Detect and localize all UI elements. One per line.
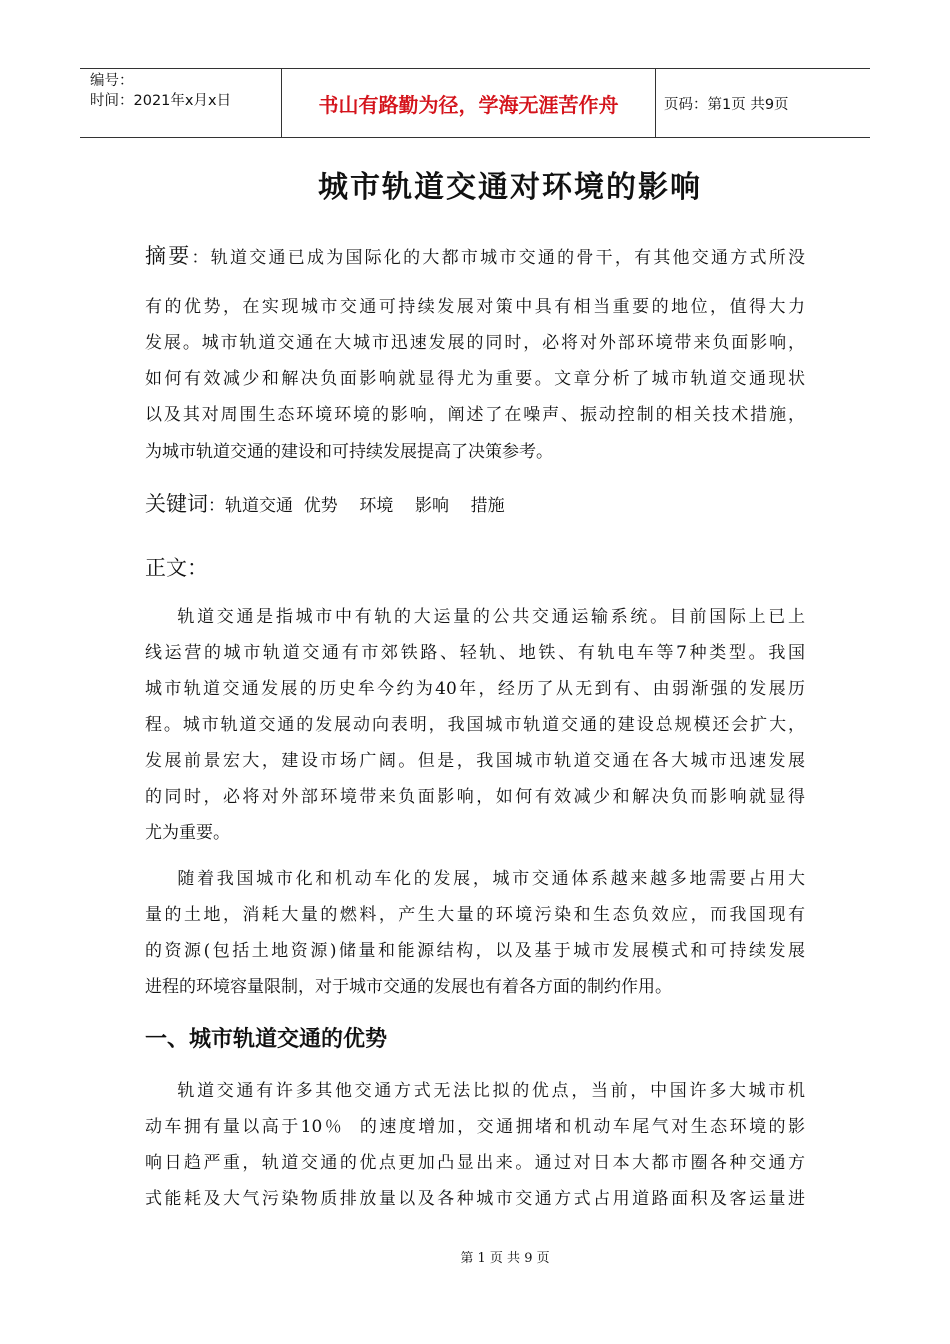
time-label: 时间：2021年x月x日: [90, 93, 232, 109]
paragraph-line: 城市轨道交通发展的历史牟今约为40年，经历了从无到有、由弱渐强的发展历: [145, 679, 805, 699]
section-heading: 一、城市轨道交通的优势: [145, 1027, 388, 1052]
paragraph-line: 发展前景宏大，建设市场广阔。但是，我国城市轨道交通在各大城市迅速发展: [145, 751, 805, 771]
keywords-text: ：轨道交通 优势 环境 影响 措施: [208, 496, 505, 516]
paragraph-line: 进程的环境容量限制，对于城市交通的发展也有着各方面的制约作用。: [145, 977, 672, 997]
paragraph-line: 轨道交通是指城市中有轨的大运量的公共交通运输系统。目前国际上已上: [145, 607, 805, 627]
paragraph-line: 的同时，必将对外部环境带来负面影响，如何有效减少和解决负而影响就显得: [145, 787, 805, 807]
paragraph-line: 量的土地，消耗大量的燃料，产生大量的环境污染和生态负效应，而我国现有: [145, 905, 805, 925]
number-label: 编号：: [90, 73, 134, 89]
abstract-line: 发展。城市轨道交通在大城市迅速发展的同时，必将对外部环境带来负面影响，: [145, 333, 805, 353]
paragraph-line: 线运营的城市轨道交通有市郊铁路、轻轨、地铁、有轨电车等7种类型。我国: [145, 643, 805, 663]
paragraph-line: 响日趋严重，轨道交通的优点更加凸显出来。通过对日本大都市圈各种交通方: [145, 1153, 805, 1173]
motto: 书山有路勤为径，学海无涯苦作舟: [282, 69, 656, 137]
abstract-label: 摘要: [145, 244, 192, 268]
page-footer: 第 1 页 共 9 页: [460, 1251, 550, 1266]
abstract-line: 有的优势，在实现城市交通可持续发展对策中具有相当重要的地位，值得大力: [145, 297, 805, 317]
paragraph-line: 尤为重要。: [145, 823, 230, 843]
page-code: 页码：第1页 共9页: [664, 96, 789, 113]
paragraph-line: 程。城市轨道交通的发展动向表明，我国城市轨道交通的建设总规模还会扩大，: [145, 715, 805, 735]
document-title: 城市轨道交通对环境的影响: [318, 170, 702, 205]
abstract-line: 为城市轨道交通的建设和可持续发展提高了决策参考。: [145, 442, 553, 462]
paragraph-line: 动车拥有量以高于10％ 的速度增加，交通拥堵和机动车尾气对生态环境的影: [145, 1117, 805, 1137]
body-heading: 正文：: [145, 556, 208, 580]
paragraph-line: 轨道交通有许多其他交通方式无法比拟的优点，当前，中国许多大城市机: [145, 1081, 805, 1101]
abstract-line: 如何有效减少和解决负面影响就显得尤为重要。文章分析了城市轨道交通现状: [145, 369, 805, 389]
keywords-line: [145, 488, 505, 518]
paragraph-line: 的资源(包括土地资源)储量和能源结构，以及基于城市发展模式和可持续发展: [145, 941, 805, 961]
keywords-label: 关键词: [145, 492, 208, 516]
header-meta-cell: [80, 69, 282, 137]
abstract-line: 摘要：轨道交通已成为国际化的大都市城市交通的骨干，有其他交通方式所没: [145, 244, 806, 268]
header-table: [80, 68, 870, 138]
paragraph-line: 随着我国城市化和机动车化的发展，城市交通体系越来越多地需要占用大: [145, 869, 805, 889]
paragraph-line: 式能耗及大气污染物质排放量以及各种城市交通方式占用道路面积及客运量进: [145, 1189, 805, 1209]
abstract-line: 以及其对周围生态环境环境的影响，阐述了在噪声、振动控制的相关技术措施，: [145, 405, 805, 425]
